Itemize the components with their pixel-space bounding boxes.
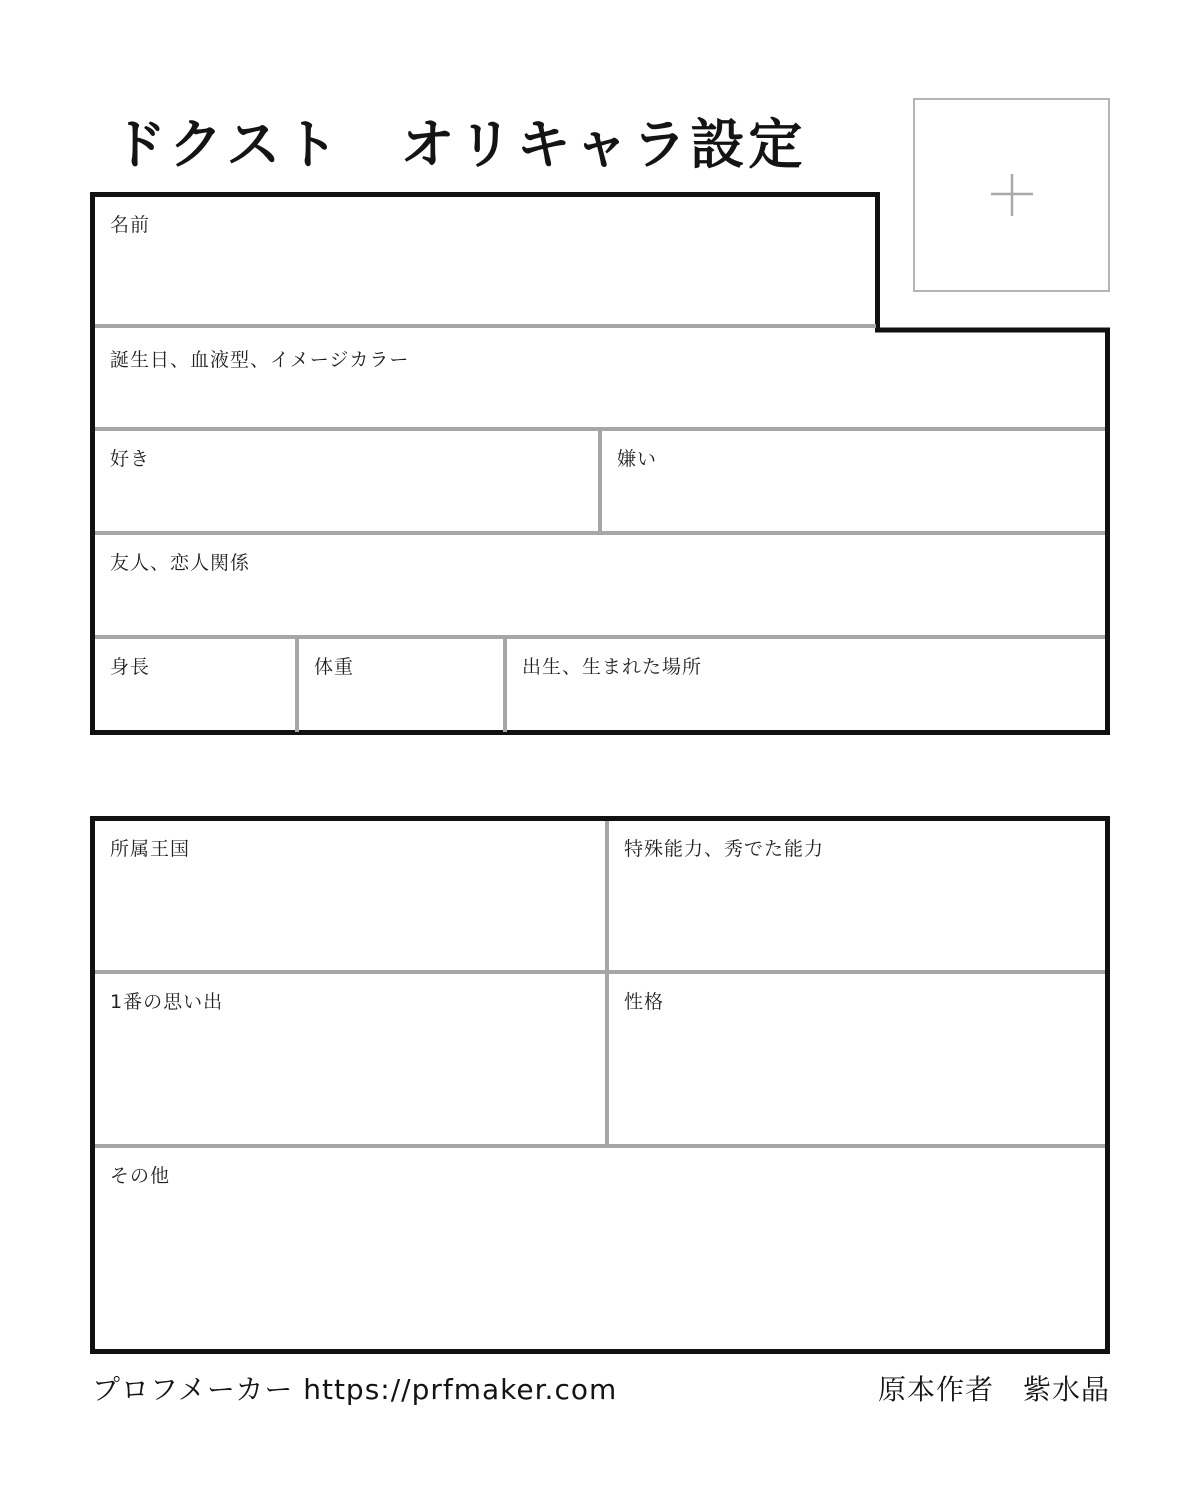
field-birthplace-label: 出生、生まれた場所	[522, 656, 703, 678]
add-image-plus-icon	[990, 172, 1034, 218]
field-weight-label: 体重	[314, 656, 355, 678]
field-birthplace[interactable]	[507, 639, 1105, 730]
field-name[interactable]	[95, 197, 875, 324]
field-dislikes[interactable]	[602, 431, 1105, 531]
field-kingdom-label: 所属王国	[110, 838, 191, 860]
field-dislikes-label: 嫌い	[617, 448, 658, 470]
field-kingdom[interactable]	[95, 821, 605, 970]
character-image-placeholder[interactable]	[913, 98, 1110, 292]
field-personality[interactable]	[609, 974, 1105, 1144]
field-likes[interactable]	[95, 431, 598, 531]
field-likes-label: 好き	[110, 448, 151, 470]
site-credit: プロフメーカー https://prfmaker.com	[92, 1373, 618, 1406]
page-title: ドクスト オリキャラ設定	[112, 113, 807, 176]
field-height[interactable]	[95, 639, 295, 730]
field-other[interactable]	[95, 1148, 1105, 1349]
field-special-ability[interactable]	[609, 821, 1105, 970]
field-best-memory-label: 1番の思い出	[110, 991, 224, 1013]
field-best-memory[interactable]	[95, 974, 605, 1144]
field-special-ability-label: 特殊能力、秀でた能力	[624, 838, 825, 860]
field-weight[interactable]	[299, 639, 503, 730]
field-relationships[interactable]	[95, 535, 1105, 635]
field-birthday-bloodtype-color[interactable]	[95, 332, 1105, 427]
author-credit: 原本作者 紫水晶	[877, 1373, 1110, 1406]
field-birthday-label: 誕生日、血液型、イメージカラー	[110, 349, 410, 371]
field-relationships-label: 友人、恋人関係	[110, 552, 251, 574]
field-personality-label: 性格	[624, 991, 665, 1013]
field-name-label: 名前	[110, 214, 151, 236]
field-other-label: その他	[110, 1165, 171, 1187]
field-height-label: 身長	[110, 656, 151, 678]
